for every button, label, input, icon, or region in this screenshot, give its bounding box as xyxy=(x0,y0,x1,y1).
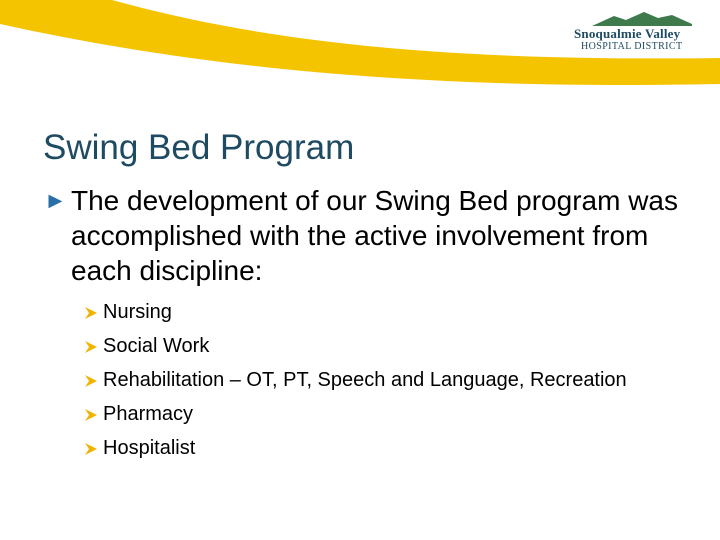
list-item xyxy=(84,435,684,462)
discipline-rehabilitation: Rehabilitation – OT, PT, Speech and Language, Recreation xyxy=(103,369,627,391)
discipline-list xyxy=(44,299,684,462)
logo-name: Snoqualmie Valley xyxy=(574,26,681,41)
logo-subtitle: HOSPITAL DISTRICT xyxy=(581,41,683,52)
chevron-arrow-icon xyxy=(84,340,98,354)
main-bullet-text: The development of our Swing Bed program was accomplished with the active involvement from each discipline: xyxy=(71,185,678,286)
main-bullet xyxy=(44,183,684,288)
list-item xyxy=(84,299,684,326)
chevron-arrow-icon xyxy=(84,408,98,422)
discipline-pharmacy: Pharmacy xyxy=(103,403,194,425)
list-item xyxy=(84,333,684,360)
chevron-arrow-icon xyxy=(84,374,98,388)
slide-title: Swing Bed Program xyxy=(43,128,355,167)
discipline-hospitalist: Hospitalist xyxy=(103,437,196,459)
list-item xyxy=(84,367,684,394)
chevron-arrow-icon xyxy=(84,442,98,456)
triangle-arrow-icon: ► xyxy=(44,187,67,213)
list-item xyxy=(84,401,684,428)
hospital-logo xyxy=(566,10,714,58)
chevron-arrow-icon xyxy=(84,306,98,320)
discipline-social-work: Social Work xyxy=(103,335,210,357)
discipline-nursing: Nursing xyxy=(103,301,172,323)
slide-body xyxy=(44,183,684,469)
